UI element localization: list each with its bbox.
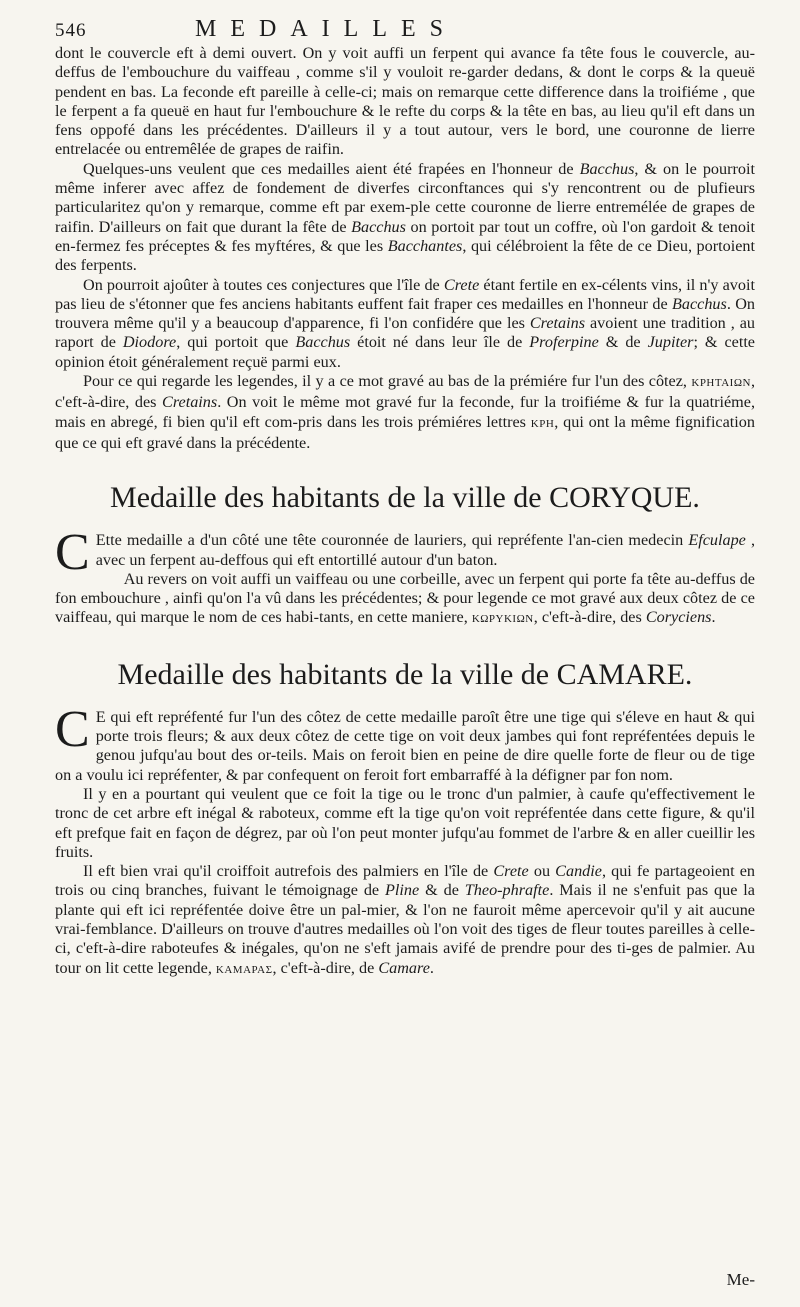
paragraph: [55, 160, 755, 276]
text-run: ou: [528, 862, 556, 881]
greek-legend: ΚΩΡΥΚΙΩΝ: [471, 613, 534, 626]
catchword: Me-: [726, 1270, 755, 1289]
text-run: . Mais il ne s'enfuit pas que la plante qui eft ici repréfentée doive être un pal-mier, & l'on ne fauroit même apercevoir qu'il y ait aucune vrai-femblance. D'ailleurs on trouve d'autres medailles où l'on voit des tiges de fleur toutes pareilles à celle-ci, c'eft-à-dire raboteufes & inégales, qu'on ne s'eft jamais avifé de prendre pour des ti-ges de palmier. Au tour on lit cette legende,: [55, 881, 755, 977]
italic-term: Bacchus: [295, 333, 351, 352]
text-run: dont le couvercle eft à demi ouvert. On y voit auffi un ferpent qui avance fa tête fous le couvercle, au-deffus de l'embouchure du vaiffeau , comme s'il y vouloit re-garder dedans, & dont le corps & la queuë pendent en bas. La feconde eft pareille à celle-ci; mais on remarque cette difference dans la troifiéme , que le ferpent a fa queuë en haut fur l'embouchure & le refte du corps & la tête en bas, au lieu qu'il eft dans un fens oppofé dans les précédentes. D'ailleurs il y a tout autour, vers le bord, une couronne de lierre entrelacée ou entremêlée de grapes de raifin.: [55, 44, 755, 159]
italic-term: Coryciens: [645, 608, 712, 627]
greek-legend: ΚΡΗΤΑΙΩΝ: [691, 377, 751, 390]
text-run: étoit né dans leur île de: [350, 333, 530, 352]
italic-term: Crete: [443, 275, 480, 294]
paragraph: [55, 276, 755, 372]
text-run: on portoit par tout un coffre, où l'on gardoit & tenoit en-fermez fes préceptes & fes myftéres, & que les: [55, 217, 755, 255]
paragraph: [55, 44, 755, 160]
section-heading: Medaille des habitants de la ville de CAMARE.: [117, 657, 693, 691]
italic-term: Bacchus: [579, 159, 635, 178]
text-run: On pourroit ajoûter à toutes ces conjectures que l'île de: [83, 275, 444, 294]
italic-term: Bacchantes: [387, 236, 463, 255]
text-run: , qui ont la même fignification que ce qui eft gravé dans la précédente.: [55, 412, 755, 452]
italic-term: Crete: [493, 862, 529, 881]
italic-term: Theo-phrafte: [464, 881, 550, 900]
text-run: , & on le pourroit même inferer avec affez de fondement de diverfes circonftances qui s'y rencontrent ou de plufieurs particularitez qu'on y remarque, comme eft par exem-ple cette couronne de lierre entremélée de grapes de raifin. D'ailleurs on fait que durant la fête de: [55, 159, 755, 236]
body-text: [55, 44, 755, 980]
paragraph: [55, 785, 755, 862]
text-run: , qui portoit que: [176, 333, 296, 352]
text-run: avoient une tradition , au raport de: [55, 314, 755, 352]
section-heading: Medaille des habitants de la ville de CORYQUE.: [110, 481, 700, 515]
page-header: [55, 14, 755, 46]
text-run: , qui célébroient la fête de ce Dieu, portoient des ferpents.: [55, 236, 755, 275]
page-number: 546: [55, 20, 87, 41]
italic-term: Jupiter: [647, 333, 694, 352]
drop-cap: C: [55, 524, 90, 582]
text-run: & de: [419, 881, 465, 900]
text-run: , qui fe partageoient en trois ou cinq branches, fuivant le témoignage de: [55, 862, 755, 900]
text-run: E qui eft repréfenté fur l'un des côtez de cette medaille paroît être une tige qui s'éleve en haut & qui porte trois fleurs; & aux deux côtez de cette tige on voit deux jambes qui font repréfentées depuis le genou jufqu'au bout des or-teils. Mais on feroit bien en peine de dire quelle forte de fleur ou de tige on a voulu ici repréfenter, & par confequent on feroit fort embarraffé à la défigner par fon nom.: [55, 707, 755, 784]
paragraph: [55, 524, 755, 582]
text-run: Pour ce qui regarde les legendes, il y a ce mot gravé au bas de la prémiére fur l'un des côtez,: [83, 372, 692, 391]
italic-term: Camare: [378, 958, 430, 977]
text-run: . On trouvera même qu'il y a beaucoup d'apparence, fi l'on confidére que les: [55, 294, 755, 333]
text-run: , c'eft-à-dire, des: [55, 372, 755, 412]
paragraph: [55, 372, 755, 453]
text-run: , avec un ferpent au-deffous qui eft entortillé autour d'un baton.: [95, 531, 755, 569]
running-head: MEDAILLES: [195, 16, 457, 42]
greek-legend: ΚΑΜΑΡΑΣ: [215, 963, 273, 976]
text-run: , c'eft-à-dire, de: [272, 958, 379, 977]
italic-term: Bacchus: [671, 294, 727, 313]
text-run: .: [429, 958, 434, 977]
paragraph: [55, 570, 755, 630]
italic-term: Proferpine: [529, 333, 599, 352]
greek-legend: ΚΡΗ: [530, 417, 555, 430]
text-run: , c'eft-à-dire, des: [533, 608, 646, 627]
text-run: Il y en a pourtant qui veulent que ce foit la tige ou le tronc d'un palmier, à caufe qu'effectivement le tronc de cet arbre eft inégal & raboteux, comme eft la tige qu'on voit repréfentée dans cette figure, & qu'il eft prefque fait en façon de dégrez, par où l'on peut monter jufqu'au fommet de l'arbre & en aller cueillir les fruits.: [55, 784, 755, 861]
paragraph: [55, 700, 755, 785]
italic-term: Pline: [385, 881, 420, 900]
text-run: . On voit le même mot gravé fur la feconde, fur la troifiéme & fur la quatriéme, mais en abregé, fi bien qu'il eft com-pris dans les trois prémiéres lettres: [55, 393, 755, 431]
text-run: Quelques-uns veulent que ces medailles aient été frapées en l'honneur de: [83, 159, 580, 178]
italic-term: Candie: [555, 862, 602, 881]
text-run: Au revers on voit auffi un vaiffeau ou une corbeille, avec un ferpent qui porte fa tête au-deffus de fon embouchure , ainfi qu'on l'a vû dans les précédentes; & pour legende ce mot gravé aux deux côtez de ce vaiffeau, qui marque le nom de ces habi-tants, en cette maniere,: [55, 569, 755, 627]
italic-term: Bacchus: [351, 217, 406, 236]
paragraph: [55, 862, 755, 980]
italic-term: Diodore: [122, 333, 177, 352]
italic-term: Cretains: [162, 393, 218, 412]
text-run: .: [711, 608, 716, 627]
text-run: étant fertile en ex-célents vins, il n'y avoit pas lieu de s'étonner que fes anciens habitants euffent fait fraper ces medailles en l'honneur de: [55, 275, 755, 313]
text-run: Il eft bien vrai qu'il croiffoit autrefois des palmiers en l'île de: [83, 862, 494, 881]
drop-cap: C: [55, 700, 90, 758]
text-run: Ette medaille a d'un côté une tête couronnée de lauriers, qui repréfente l'an-cien medecin: [95, 531, 689, 550]
italic-term: Cretains: [529, 314, 586, 333]
text-run: & de: [598, 333, 648, 352]
italic-term: Efculape: [688, 531, 746, 550]
text-run: ; & cette opinion étoit généralement reçuë parmi eux.: [55, 333, 755, 371]
